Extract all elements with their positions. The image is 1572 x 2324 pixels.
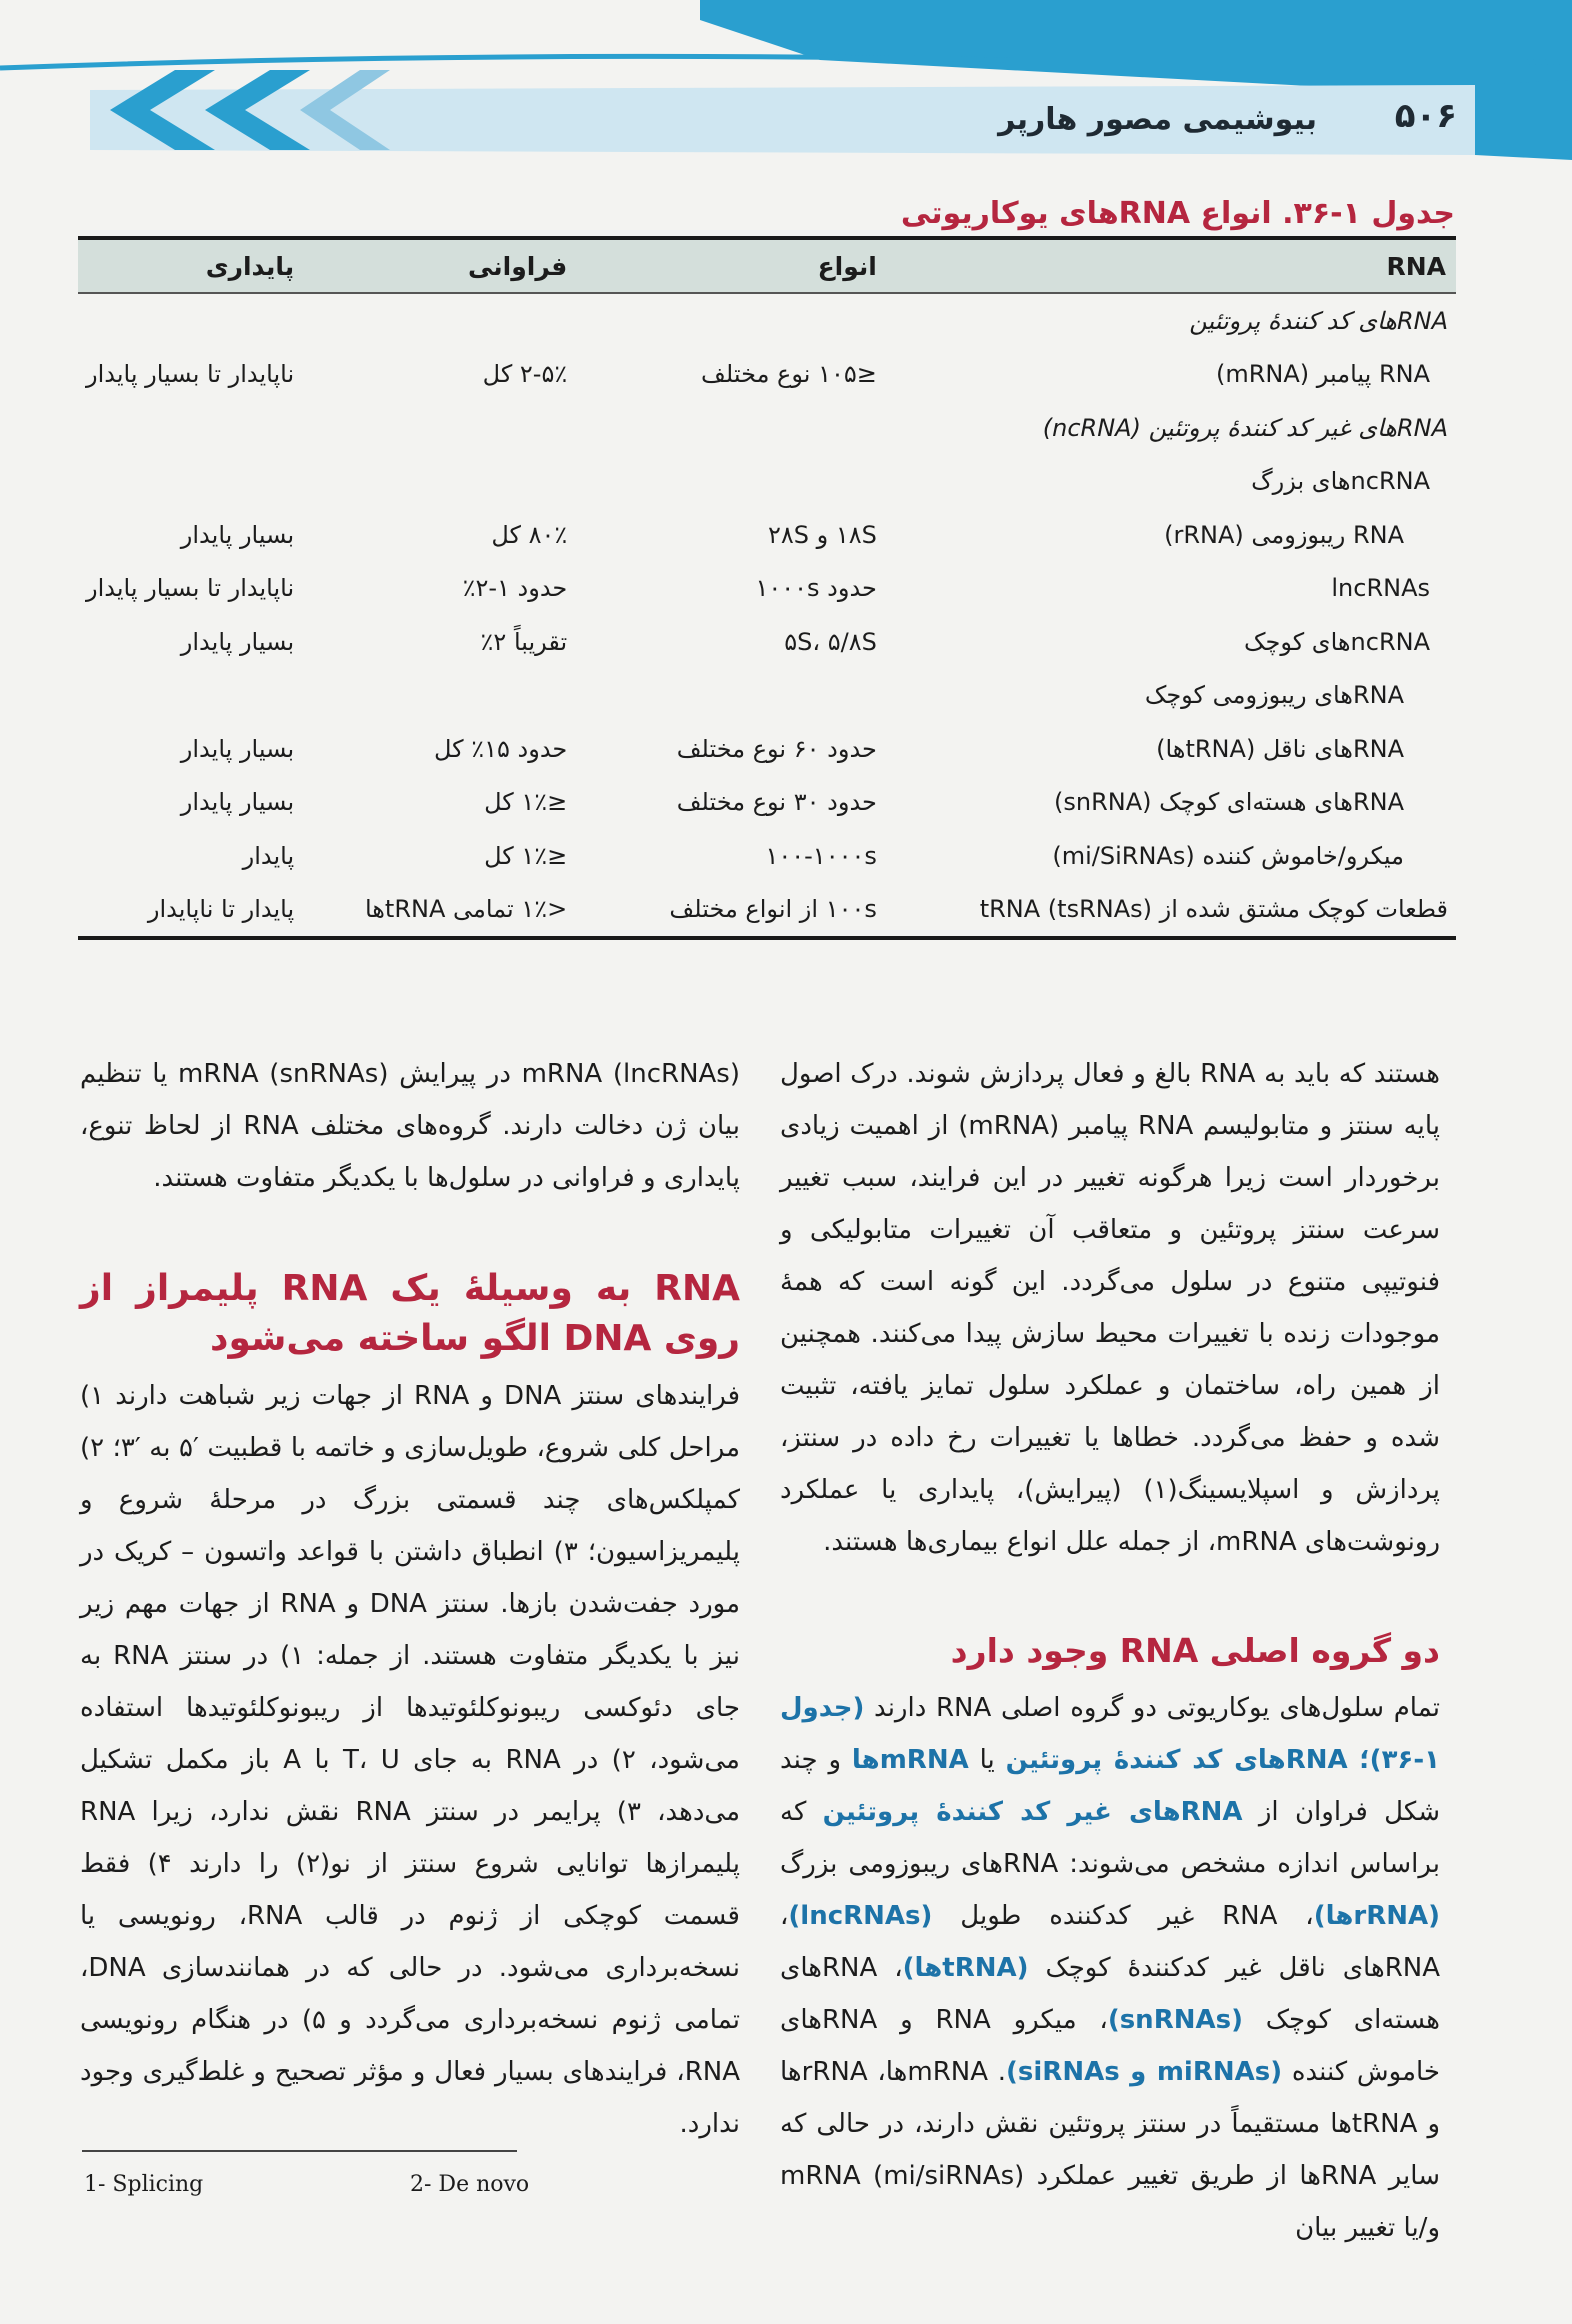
cell-types: ۵S، ۵/۸S [784, 627, 877, 656]
page-header [0, 0, 1572, 170]
cell-stability: ناپایدار تا بسیار پایدار [86, 360, 295, 389]
table-row [78, 615, 1456, 669]
table-row [78, 401, 1456, 455]
table-reference-link[interactable]: (جدول ۱-۳۶)؛ RNAهای کد کنندهٔ پروتئین [780, 1693, 1440, 1775]
cell-name: RNAهای غیر کد کنندهٔ پروتئین (ncRNA) [1042, 413, 1448, 442]
right-column [780, 1048, 1440, 2254]
cell-stability [78, 293, 334, 348]
table-row [78, 669, 1456, 723]
cell-name: RNA پیامبر (mRNA) [1215, 360, 1430, 389]
cell-stability: بسیار پایدار [180, 788, 295, 817]
cell-name: میکرو/خاموش کننده (mi/SiRNAs) [1052, 841, 1404, 870]
cell-types: حدود ۶۰ نوع مختلف [676, 734, 877, 763]
text-run: یا [968, 1745, 1006, 1775]
cell-types [607, 401, 917, 455]
table-row [78, 455, 1456, 509]
cell-stability: بسیار پایدار [180, 520, 295, 549]
paragraph: هستند که باید به RNA بالغ و فعال پردازش شوند. درک اصول پایه سنتز و متابولیسم RNA پیامبر (mRNA) از اهمیت زیادی برخوردار است زیرا هرگونه تغییر در این فرایند، سبب تغییر سرعت سنتز پروتئین و متعاقب آن تغییرات متابولیکی و فنوتیپی متنوع در سلول می‌گردد. این گونه است که همهٔ موجودات زنده با تغییرات محیط سازش پیدا می‌کنند. همچنین از همین راه، ساختمان و عملکرد سلول تمایز یافته، تثبیت شده و حفظ می‌گردد. خطاها یا تغییرات رخ داده در سنتز، پردازش و اسپلایسینگ(۱) (پیرایش)، پایداری یا عملکرد رونوشت‌های mRNA، از جمله علل انواع بیماری‌ها هستند. [780, 1059, 1440, 1557]
table-row [78, 293, 1456, 348]
table-row [78, 722, 1456, 776]
cell-name: ncRNAهای کوچک [1244, 627, 1430, 656]
cell-types: حدود ۳۰ نوع مختلف [676, 788, 877, 817]
cell-types: ≤۱۰۵ نوع مختلف [701, 360, 877, 389]
header-rna: RNA [1386, 251, 1446, 281]
table-header-row [78, 238, 1456, 293]
cell-name: RNAهای ریبوزومی کوچک [1144, 681, 1404, 710]
text-run: ، میکرو RNA و RNAهای خاموش کننده [780, 2005, 1440, 2087]
cell-name: RNAهای کد کنندهٔ پروتئین [1189, 306, 1448, 335]
cell-abundance: ≤۱٪ کل [484, 788, 568, 817]
table-row [78, 829, 1456, 883]
cell-types: ۱۰۰s از انواع مختلف [669, 895, 877, 924]
cell-stability: بسیار پایدار [180, 627, 295, 656]
term-highlight: (tRNAها) [902, 1953, 1029, 1983]
cell-types [607, 293, 917, 348]
section-heading: RNA به وسیلهٔ یک RNA پلیمراز از روی DNA الگو ساخته می‌شود [80, 1268, 740, 1359]
book-title: بیوشیمی مصور هارپر [998, 102, 1317, 137]
term-highlight: RNAهای غیر کد کنندهٔ پروتئین [822, 1797, 1243, 1827]
table-caption: جدول ۱-۳۶. انواع RNAهای یوکاریوتی [900, 196, 1455, 231]
table-row [78, 776, 1456, 830]
left-column [80, 1048, 740, 2150]
cell-name: RNA ریبوزومی (rRNA) [1164, 520, 1404, 549]
cell-name: RNAهای ناقل (tRNAها) [1156, 734, 1404, 763]
cell-name: RNAهای هسته‌ای کوچک (snRNA) [1054, 788, 1404, 817]
table-row [78, 348, 1456, 402]
cell-abundance [334, 455, 607, 509]
cell-abundance [334, 401, 607, 455]
header-types: انواع [817, 251, 877, 281]
paragraph: mRNA (lncRNAs) در پیرایش (snRNAs) mRNA یا تنظیم بیان ژن دخالت دارند. گروه‌های مختلف RNA از لحاظ تنوع، پایداری و فراوانی در سلول‌ها با یکدیگر متفاوت هستند. [80, 1059, 741, 1193]
header-stability: پایداری [205, 251, 295, 281]
cell-stability: پایدار [242, 841, 295, 870]
table-row [78, 508, 1456, 562]
rna-types-table [78, 236, 1456, 940]
section-heading: دو گروه اصلی RNA وجود دارد [950, 1631, 1440, 1670]
footnote-divider [82, 2150, 517, 2152]
cell-abundance: <۱٪ تمامی tRNAها [364, 895, 568, 924]
cell-abundance [334, 293, 607, 348]
cell-abundance: حدود ۱-۲٪ [462, 574, 568, 603]
cell-name: ncRNAهای بزرگ [1251, 467, 1430, 496]
text-run: و چند شکل فراوان از [780, 1745, 1440, 1827]
cell-types [607, 455, 917, 509]
text-run: ، RNA غیر کدکننده طویل [932, 1901, 1314, 1931]
cell-types: حدود ۱۰۰۰s [755, 574, 877, 603]
text-run: ، RNAهای هسته‌ای کوچک [780, 1953, 1440, 2035]
cell-stability [78, 669, 334, 723]
text-run: که براساس اندازه مشخص می‌شوند: RNAهای ریبوزومی بزرگ [780, 1797, 1440, 1879]
cell-stability: پایدار تا ناپایدار [147, 895, 295, 924]
cell-stability: ناپایدار تا بسیار پایدار [86, 574, 295, 603]
page-number: ۵۰۶ [1394, 96, 1457, 136]
term-highlight: (lncRNAs) [788, 1901, 933, 1931]
cell-abundance: ≤۱٪ کل [484, 841, 568, 870]
cell-stability [78, 401, 334, 455]
cell-types: ۱۰۰-۱۰۰۰s [765, 841, 877, 870]
text-run: ، RNAهای ناقل غیر کدکنندهٔ کوچک [780, 1901, 1441, 1983]
cell-abundance: حدود ۱۵٪ کل [434, 734, 568, 763]
paragraph: فرایندهای سنتز DNA و RNA از جهات زیر شباهت دارند ۱) مراحل کلی شروع، طویل‌سازی و خاتمه با قطبیت ′۵ به ′۳؛ ۲) کمپلکس‌های چند قسمتی بزرگ در مرحلهٔ شروع و پلیمریزاسیون؛ ۳) انطباق داشتن با قواعد واتسون – کریک در مورد جفت‌شدن بازها. سنتز DNA و RNA از جهات مهم زیر نیز با یکدیگر متفاوت هستند. از جمله: ۱) در سنتز RNA به جای دئوکسی ریبونوکلئوتیدها از ریبونوکلئوتیدها استفاده می‌شود، ۲) در RNA به جای T، U با A باز مکمل تشکیل می‌دهد، ۳) پرایمر در سنتز RNA نقش ندارد، زیرا RNA پلیمرازها توانایی شروع سنتز از نو(۲) را دارند ۴) فقط قسمت کوچکی از ژنوم در قالب RNA، رونویسی یا نسخه‌برداری می‌شود. در حالی که در همانندسازی DNA، تمامی ژنوم نسخه‌برداری می‌گردد و ۵) در هنگام رونویسی RNA، فرایندهای بسیار فعال و مؤثر تصحیح و غلط‌گیری وجود ندارد. [80, 1381, 741, 2139]
cell-abundance [334, 669, 607, 723]
term-highlight: mRNAها [851, 1745, 969, 1775]
footnote-2: 2- De novo [410, 2172, 530, 2197]
cell-stability [78, 455, 334, 509]
term-highlight: (snRNAs) [1107, 2005, 1243, 2035]
cell-name: قطعات کوچک مشتق شده از tRNA (tsRNAs) [979, 895, 1448, 924]
cell-types: ۱۸S و ۲۸S [767, 520, 877, 549]
cell-stability: بسیار پایدار [180, 734, 295, 763]
cell-abundance: تقریباً ۲٪ [480, 627, 568, 656]
text-run: . mRNAها، rRNAها و tRNAها مستقیماً در سنتز پروتئین نقش دارند، در حالی که سایر RNAها از طریق تغییر عملکرد mRNA (mi/siRNAs) و/یا تغییر بیان [780, 2057, 1441, 2243]
header-abundance: فراوانی [467, 251, 568, 281]
paragraph [780, 1682, 1440, 2254]
cell-abundance: ۸۰٪ کل [491, 520, 568, 549]
cell-name: lncRNAs [1331, 574, 1430, 603]
table-row [78, 562, 1456, 616]
header-decoration [0, 0, 1572, 170]
text-run: تمام سلول‌های یوکاریوتی دو گروه اصلی RNA دارند [864, 1693, 1440, 1723]
footnote-1: 1- Splicing [84, 2172, 204, 2197]
term-highlight: (miRNAs و siRNAs) [1006, 2057, 1283, 2087]
table-row [78, 883, 1456, 939]
cell-abundance: ۲-۵٪ کل [482, 360, 568, 389]
cell-types [607, 669, 917, 723]
term-highlight: (rRNAها) [1313, 1901, 1440, 1931]
